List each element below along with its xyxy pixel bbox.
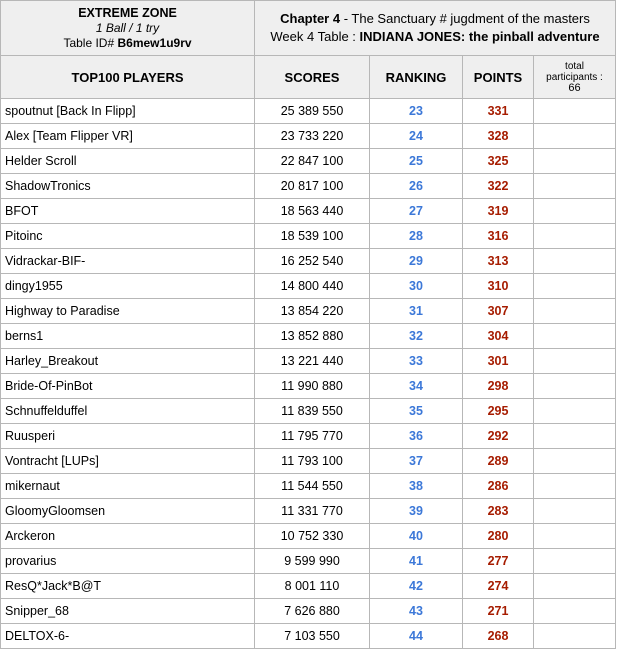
ranking-cell: 23 xyxy=(370,99,463,124)
empty-cell xyxy=(534,549,616,574)
points-cell: 325 xyxy=(463,149,534,174)
points-cell: 271 xyxy=(463,599,534,624)
score-cell: 18 563 440 xyxy=(255,199,370,224)
ranking-cell: 26 xyxy=(370,174,463,199)
empty-cell xyxy=(534,324,616,349)
participants-label: total participants : xyxy=(546,60,603,83)
score-cell: 10 752 330 xyxy=(255,524,370,549)
score-cell: 22 847 100 xyxy=(255,149,370,174)
score-cell: 13 221 440 xyxy=(255,349,370,374)
empty-cell xyxy=(534,149,616,174)
empty-cell xyxy=(534,574,616,599)
player-name-cell: GloomyGloomsen xyxy=(1,499,255,524)
empty-cell xyxy=(534,249,616,274)
score-cell: 18 539 100 xyxy=(255,224,370,249)
points-cell: 283 xyxy=(463,499,534,524)
table-row xyxy=(1,224,616,249)
table-row xyxy=(1,249,616,274)
table-row xyxy=(1,474,616,499)
player-name-cell: Pitoinc xyxy=(1,224,255,249)
points-cell: 301 xyxy=(463,349,534,374)
points-cell: 319 xyxy=(463,199,534,224)
empty-cell xyxy=(534,449,616,474)
chapter-info-cell xyxy=(255,1,616,56)
player-name-cell: Highway to Paradise xyxy=(1,299,255,324)
empty-cell xyxy=(534,524,616,549)
ranking-cell: 33 xyxy=(370,349,463,374)
player-name-cell: ResQ*Jack*B@T xyxy=(1,574,255,599)
table-name: INDIANA JONES: the pinball adventure xyxy=(359,29,600,44)
points-cell: 307 xyxy=(463,299,534,324)
player-name-cell: Vontracht [LUPs] xyxy=(1,449,255,474)
empty-cell xyxy=(534,274,616,299)
score-cell: 7 103 550 xyxy=(255,624,370,649)
ranking-cell: 38 xyxy=(370,474,463,499)
empty-cell xyxy=(534,199,616,224)
column-header-row xyxy=(1,56,616,99)
participants-count: 66 xyxy=(568,81,581,94)
ranking-cell: 24 xyxy=(370,124,463,149)
zone-subtitle: 1 Ball / 1 try xyxy=(95,20,160,35)
empty-cell xyxy=(534,424,616,449)
score-cell: 20 817 100 xyxy=(255,174,370,199)
empty-cell xyxy=(534,374,616,399)
player-name-cell: Ruusperi xyxy=(1,424,255,449)
player-name-cell: Arckeron xyxy=(1,524,255,549)
table-row xyxy=(1,524,616,549)
points-column-header: POINTS xyxy=(463,56,534,99)
table-row xyxy=(1,549,616,574)
table-row xyxy=(1,99,616,124)
table-row xyxy=(1,149,616,174)
chapter-label: Chapter 4 xyxy=(280,11,341,26)
points-cell: 322 xyxy=(463,174,534,199)
chapter-line xyxy=(255,10,615,28)
ranking-cell: 27 xyxy=(370,199,463,224)
score-cell: 11 544 550 xyxy=(255,474,370,499)
table-row xyxy=(1,349,616,374)
table-row xyxy=(1,449,616,474)
title-row xyxy=(1,1,616,56)
week-line xyxy=(255,28,615,46)
player-name-cell: Harley_Breakout xyxy=(1,349,255,374)
empty-cell xyxy=(534,299,616,324)
player-name-cell: Helder Scroll xyxy=(1,149,255,174)
table-row xyxy=(1,199,616,224)
player-name-cell: spoutnut [Back In Flipp] xyxy=(1,99,255,124)
points-cell: 310 xyxy=(463,274,534,299)
points-cell: 313 xyxy=(463,249,534,274)
score-cell: 8 001 110 xyxy=(255,574,370,599)
ranking-cell: 25 xyxy=(370,149,463,174)
score-cell: 14 800 440 xyxy=(255,274,370,299)
points-cell: 289 xyxy=(463,449,534,474)
empty-cell xyxy=(534,624,616,649)
points-cell: 280 xyxy=(463,524,534,549)
player-name-cell: Vidrackar-BIF- xyxy=(1,249,255,274)
score-cell: 11 839 550 xyxy=(255,399,370,424)
points-cell: 277 xyxy=(463,549,534,574)
empty-cell xyxy=(534,349,616,374)
score-cell: 11 795 770 xyxy=(255,424,370,449)
player-name-cell: mikernaut xyxy=(1,474,255,499)
participants-header xyxy=(534,56,616,99)
ranking-column-header: RANKING xyxy=(370,56,463,99)
player-name-cell: provarius xyxy=(1,549,255,574)
table-row xyxy=(1,324,616,349)
empty-cell xyxy=(534,224,616,249)
table-row xyxy=(1,374,616,399)
players-column-header: TOP100 PLAYERS xyxy=(1,56,255,99)
points-cell: 304 xyxy=(463,324,534,349)
player-name-cell: dingy1955 xyxy=(1,274,255,299)
table-row xyxy=(1,599,616,624)
player-name-cell: Bride-Of-PinBot xyxy=(1,374,255,399)
ranking-cell: 31 xyxy=(370,299,463,324)
score-cell: 11 990 880 xyxy=(255,374,370,399)
points-cell: 328 xyxy=(463,124,534,149)
player-name-cell: DELTOX-6- xyxy=(1,624,255,649)
ranking-cell: 30 xyxy=(370,274,463,299)
ranking-cell: 39 xyxy=(370,499,463,524)
player-name-cell: Schnuffelduffel xyxy=(1,399,255,424)
score-cell: 25 389 550 xyxy=(255,99,370,124)
table-id-value: B6mew1u9rv xyxy=(117,35,192,50)
player-name-cell: Snipper_68 xyxy=(1,599,255,624)
empty-cell xyxy=(534,474,616,499)
score-cell: 11 331 770 xyxy=(255,499,370,524)
score-cell: 16 252 540 xyxy=(255,249,370,274)
score-cell: 13 854 220 xyxy=(255,299,370,324)
table-id-line xyxy=(1,36,254,51)
chapter-text: - The Sanctuary # jugdment of the masters xyxy=(340,11,590,26)
ranking-cell: 36 xyxy=(370,424,463,449)
table-row xyxy=(1,274,616,299)
week-label: Week 4 Table : xyxy=(270,29,360,44)
ranking-cell: 37 xyxy=(370,449,463,474)
empty-cell xyxy=(534,499,616,524)
scores-column-header: SCORES xyxy=(255,56,370,99)
score-cell: 9 599 990 xyxy=(255,549,370,574)
points-cell: 274 xyxy=(463,574,534,599)
table-row xyxy=(1,424,616,449)
player-name-cell: BFOT xyxy=(1,199,255,224)
points-cell: 292 xyxy=(463,424,534,449)
player-name-cell: Alex [Team Flipper VR] xyxy=(1,124,255,149)
ranking-cell: 28 xyxy=(370,224,463,249)
ranking-cell: 32 xyxy=(370,324,463,349)
score-cell: 11 793 100 xyxy=(255,449,370,474)
score-cell: 7 626 880 xyxy=(255,599,370,624)
player-name-cell: berns1 xyxy=(1,324,255,349)
ranking-cell: 40 xyxy=(370,524,463,549)
empty-cell xyxy=(534,599,616,624)
score-cell: 13 852 880 xyxy=(255,324,370,349)
points-cell: 331 xyxy=(463,99,534,124)
empty-cell xyxy=(534,99,616,124)
ranking-cell: 29 xyxy=(370,249,463,274)
table-row xyxy=(1,174,616,199)
points-cell: 286 xyxy=(463,474,534,499)
empty-cell xyxy=(534,124,616,149)
empty-cell xyxy=(534,174,616,199)
points-cell: 268 xyxy=(463,624,534,649)
table-row xyxy=(1,124,616,149)
table-row xyxy=(1,399,616,424)
points-cell: 298 xyxy=(463,374,534,399)
table-id-label: Table ID# xyxy=(63,35,115,50)
ranking-cell: 41 xyxy=(370,549,463,574)
zone-info-cell xyxy=(1,1,255,56)
zone-title: EXTREME ZONE xyxy=(78,5,177,20)
ranking-cell: 34 xyxy=(370,374,463,399)
score-cell: 23 733 220 xyxy=(255,124,370,149)
points-cell: 316 xyxy=(463,224,534,249)
table-row xyxy=(1,499,616,524)
player-name-cell: ShadowTronics xyxy=(1,174,255,199)
ranking-cell: 43 xyxy=(370,599,463,624)
ranking-cell: 35 xyxy=(370,399,463,424)
table-row xyxy=(1,624,616,649)
ranking-cell: 44 xyxy=(370,624,463,649)
empty-cell xyxy=(534,399,616,424)
points-cell: 295 xyxy=(463,399,534,424)
table-row xyxy=(1,574,616,599)
table-row xyxy=(1,299,616,324)
ranking-cell: 42 xyxy=(370,574,463,599)
